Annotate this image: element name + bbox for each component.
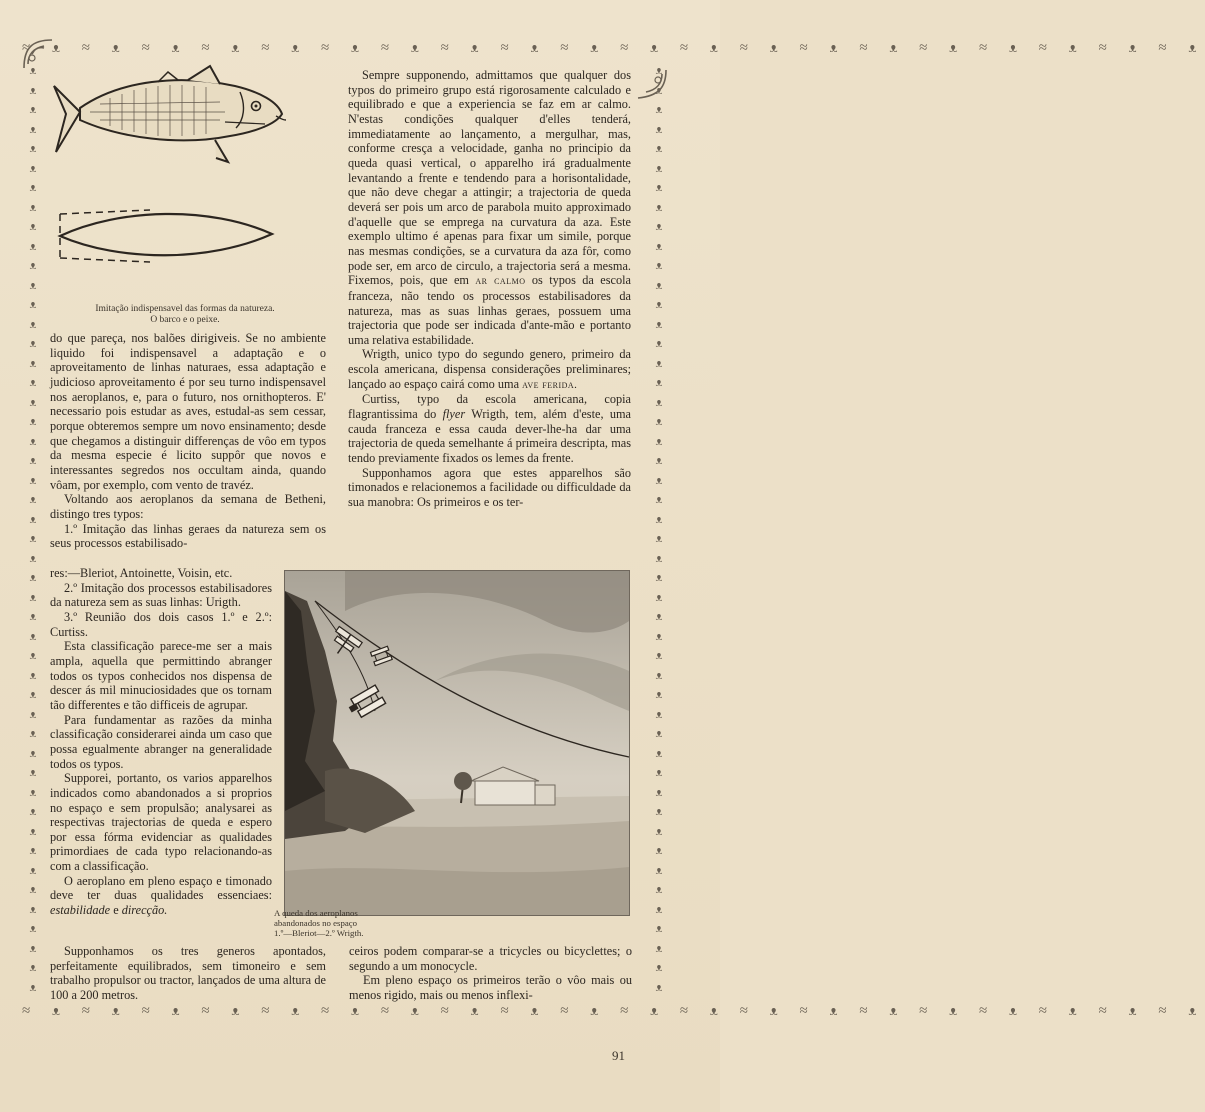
ornament-glyph: ᴥ bbox=[655, 900, 663, 916]
ornament-glyph: ᴥ bbox=[29, 452, 37, 467]
ornamental-border-bottom: ≈ ᴥ ≈ ᴥ ≈ ᴥ ≈ ᴥ ≈ ᴥ ≈ ᴥ ≈ ᴥ ≈ ᴥ ≈ ᴥ ≈ ᴥ ≈ ᴥ ≈ ᴥ ≈ ᴥ ≈ ᴥ ≈ ᴥ ≈ ᴥ ≈ ᴥ ≈ ᴥ ≈ ᴥ ≈ ᴥ bbox=[22, 1003, 1205, 1019]
text-span: O aeroplano em pleno espaço e timonado deve ter duas qualidades essenciaes: bbox=[50, 873, 272, 903]
ornament-glyph: ᴥ bbox=[29, 101, 37, 116]
ornament-glyph: ᴥ bbox=[29, 744, 37, 760]
ornament-glyph: ᴥ bbox=[655, 647, 663, 662]
ornament-glyph: ᴥ bbox=[655, 803, 663, 818]
paragraph: Supponhamos os tres generos apontados, perfeitamente equilibrados, sem timoneiro e sem trabalho propulsor ou tractor, lançados de uma altura de 100 a 200 metros. bbox=[50, 944, 326, 1002]
ornament-glyph: ᴥ bbox=[655, 140, 663, 155]
ornament-glyph: ᴥ bbox=[29, 939, 37, 955]
ornament-glyph: ᴥ bbox=[29, 218, 37, 233]
ornament-glyph: ᴥ bbox=[655, 978, 663, 994]
ornament-glyph: ᴥ bbox=[655, 179, 663, 194]
ornament-glyph: ᴥ bbox=[655, 491, 663, 506]
ornament-glyph: ᴥ bbox=[655, 725, 663, 740]
text-span: Sempre supponendo, admittamos que qualquer dos typos do primeiro grupo está rigorosamente calculado e equilibrado e que a experiencia se faz em ar calmo. N'estas condições qualquer d'elles tenderá, immediatamente ao lançamento, a mergulhar, mas, conforme cresça a velocidade, ganha no principio da queda quasi vertical, o apparelho irá gradualmente levantando a frente e tendendo para a horisontalidade, que não deve chegar a attingir; a trajectoria de queda deverá ser pois um arco de parabola muito approximado d'aquelle que se emprega na curvatura da aza. Este exemplo ultimo é apenas para fixar um simile, porque nas mesmas condições, se a curvatura da aza fôr, como pode ser, em arco de circulo, a trajectoria será a mesma. Fixemos, pois, que em bbox=[348, 68, 631, 288]
paragraph bbox=[348, 392, 631, 465]
ornament-glyph: ᴥ bbox=[655, 452, 663, 467]
ornament-glyph: ᴥ bbox=[655, 530, 663, 545]
ornament-glyph: ᴥ bbox=[655, 588, 663, 604]
ornament-glyph: ᴥ bbox=[655, 81, 663, 97]
ornament-glyph: ᴥ bbox=[29, 881, 37, 896]
ornament-glyph: ᴥ bbox=[29, 608, 37, 623]
ornament-glyph: ᴥ bbox=[29, 491, 37, 506]
ornament-glyph: ᴥ bbox=[655, 920, 663, 935]
ornament-glyph: ᴥ bbox=[29, 62, 37, 77]
caption-line: A queda dos aeroplanos bbox=[274, 908, 358, 918]
ornament-glyph: ᴥ bbox=[655, 62, 663, 77]
ornament-glyph: ᴥ bbox=[29, 666, 37, 682]
left-text-column-bottom bbox=[50, 944, 326, 1003]
ornament-glyph: ᴥ bbox=[655, 296, 663, 311]
ornament-glyph: ᴥ bbox=[29, 413, 37, 428]
small-caps-term: ar calmo bbox=[475, 275, 526, 288]
ornament-glyph: ᴥ bbox=[29, 179, 37, 194]
left-text-column bbox=[50, 331, 326, 551]
paragraph bbox=[348, 68, 631, 347]
ornament-glyph: ᴥ bbox=[29, 588, 37, 604]
paragraph: Supporei, portanto, os varios apparelhos indicados como abandonados a si proprios no espaço e sem propulsão; analysarei as respectivas trajectorias de queda e espero por essa fórma evidenciar as qualidades primordiaes de cada typo relacionando-as com a classificação. bbox=[50, 771, 272, 874]
paragraph: do que pareça, nos balões dirigiveis. Se no ambiente liquido foi indispensavel a adaptação e o aproveitamento de linhas naturaes, essa adaptação e judicioso aproveitamento é por seu turno indispensavel nos aeroplanos, e, para o futuro, nos ornithopteros. E' necessario pois estudar as aves, estudal-as sem cessar, porque obteremos sempre um novo ensinamento; desde que chegamos a distinguir differenças de vôo em typos da mesma especie é licito suppôr que novos e interessantes segredos nos occultam ainda, quando vôam, por exemplo, com vento de travéz. bbox=[50, 331, 326, 492]
corner-flourish-icon bbox=[632, 64, 672, 104]
caption-line: O barco e o peixe. bbox=[150, 315, 220, 325]
ornamental-border-left bbox=[24, 60, 42, 1000]
ornament-glyph: ᴥ bbox=[29, 296, 37, 311]
ornament-glyph: ᴥ bbox=[655, 842, 663, 857]
paragraph: 2.º Imitação dos processos estabilisadores da natureza sem as suas linhas: Urigth. bbox=[50, 580, 272, 610]
ornament-glyph: ᴥ bbox=[655, 257, 663, 272]
right-text-column-bottom bbox=[349, 944, 632, 1003]
right-text-column bbox=[348, 68, 631, 510]
ornament-glyph: ᴥ bbox=[29, 686, 37, 701]
caption-line: 1.º—Bleriot—2.º Wrigth. bbox=[274, 928, 364, 938]
text-span: os typos da escola franceza, não tendo os processos estabilisadores da natureza, mas as suas linhas geraes, possuem uma trajectoria que pode ser indicada d'ante-mão e portanto uma relativa estabilidade. bbox=[348, 273, 631, 347]
ornament-glyph: ᴥ bbox=[29, 198, 37, 214]
ornament-glyph: ᴥ bbox=[655, 569, 663, 584]
paragraph: ceiros podem comparar-se a tricycles ou bicyclettes; o segundo a um monocycle. bbox=[349, 944, 632, 973]
ornament-glyph: ᴥ bbox=[29, 549, 37, 565]
ornament-glyph: ᴥ bbox=[655, 861, 663, 877]
paragraph bbox=[50, 874, 272, 918]
ornament-glyph: ᴥ bbox=[655, 686, 663, 701]
ornament-glyph: ᴥ bbox=[655, 120, 663, 136]
ornament-glyph: ᴥ bbox=[29, 764, 37, 779]
ornament-glyph: ᴥ bbox=[29, 569, 37, 584]
ornament-glyph: ᴥ bbox=[29, 276, 37, 292]
ornament-glyph: ᴥ bbox=[29, 257, 37, 272]
paragraph: Supponhamos agora que estes apparelhos são timonados e relacionemos a facilidade ou difficuldade da sua manobra: Os primeiros e os ter- bbox=[348, 465, 631, 510]
paragraph: 1.º Imitação das linhas geraes da natureza sem os seus processos estabilisado- bbox=[50, 521, 326, 551]
paragraph: Em pleno espaço os primeiros terão o vôo mais ou menos rigido, mais ou menos inflexi- bbox=[349, 973, 632, 1002]
ornament-glyph: ᴥ bbox=[29, 530, 37, 545]
ornament-glyph: ᴥ bbox=[29, 354, 37, 370]
left-text-column-narrow bbox=[50, 566, 272, 918]
ornament-glyph: ᴥ bbox=[655, 335, 663, 350]
ornament-glyph: ᴥ bbox=[655, 471, 663, 487]
figure-caption-fish bbox=[70, 304, 300, 326]
ornament-glyph: ᴥ bbox=[29, 335, 37, 350]
ornament-glyph: ᴥ bbox=[29, 822, 37, 838]
italic-term: direcção. bbox=[121, 903, 168, 918]
ornament-glyph: ᴥ bbox=[29, 920, 37, 935]
italic-term: estabilidade bbox=[50, 903, 111, 918]
falling-aeroplanes-illustration bbox=[284, 570, 630, 916]
paragraph bbox=[348, 347, 631, 392]
ornament-glyph: ᴥ bbox=[655, 549, 663, 565]
ornament-glyph: ᴥ bbox=[29, 471, 37, 487]
ornament-glyph: ᴥ bbox=[29, 159, 37, 175]
ornament-glyph: ᴥ bbox=[655, 374, 663, 389]
text-span: Wrigth, unico typo do segundo genero, primeiro da escola americana, dispensa considerações preliminares; lançado ao espaço cairá como uma bbox=[348, 347, 631, 391]
ornament-glyph: ᴥ bbox=[655, 101, 663, 116]
ornament-glyph: ᴥ bbox=[29, 393, 37, 409]
ornament-glyph: ᴥ bbox=[29, 432, 37, 448]
text-span: e bbox=[110, 903, 122, 918]
ornament-glyph: ᴥ bbox=[29, 237, 37, 253]
ornament-glyph: ᴥ bbox=[29, 783, 37, 799]
ornament-glyph: ᴥ bbox=[29, 315, 37, 331]
caption-line: abandonados no espaço bbox=[274, 918, 358, 928]
text-span: Wrigth, tem, além d'este, uma cauda franceza e essa cauda dever-lhe-ha dar uma trajectoria de queda semelhante á primeira descripta, mas tendo previamente fixados os lemes da frente. bbox=[348, 407, 631, 466]
ornament-glyph: ᴥ bbox=[655, 705, 663, 721]
ornament-glyph: ᴥ bbox=[655, 744, 663, 760]
ornamental-border-top: ≈ ᴥ ≈ ᴥ ≈ ᴥ ≈ ᴥ ≈ ᴥ ≈ ᴥ ≈ ᴥ ≈ ᴥ ≈ ᴥ ≈ ᴥ ≈ ᴥ ≈ ᴥ ≈ ᴥ ≈ ᴥ ≈ ᴥ ≈ ᴥ ≈ ᴥ ≈ ᴥ ≈ ᴥ ≈ ᴥ bbox=[22, 40, 1205, 56]
ornament-glyph: ᴥ bbox=[655, 822, 663, 838]
ornament-glyph: ᴥ bbox=[655, 413, 663, 428]
ornament-glyph: ᴥ bbox=[29, 120, 37, 136]
ornament-glyph: ᴥ bbox=[655, 510, 663, 526]
ornament-glyph: ᴥ bbox=[29, 374, 37, 389]
fish-and-boat-illustration bbox=[50, 62, 290, 292]
ornament-glyph: ᴥ bbox=[655, 393, 663, 409]
ornament-glyph: ᴥ bbox=[655, 959, 663, 974]
ornament-glyph: ᴥ bbox=[29, 978, 37, 994]
ornament-glyph: ᴥ bbox=[655, 315, 663, 331]
ornament-glyph: ᴥ bbox=[655, 432, 663, 448]
figure-caption-aeroplanes bbox=[274, 908, 404, 938]
ornament-glyph: ᴥ bbox=[655, 218, 663, 233]
italic-term: flyer bbox=[442, 407, 466, 422]
small-caps-term: ave ferida. bbox=[522, 378, 578, 391]
ornament-glyph: ᴥ bbox=[655, 198, 663, 214]
paragraph: res:—Bleriot, Antoinette, Voisin, etc. bbox=[50, 566, 233, 580]
ornamental-border-right bbox=[650, 60, 668, 1000]
text-span: Curtiss, typo da escola americana, copia flagrantissima do bbox=[348, 392, 631, 422]
ornament-glyph: ᴥ bbox=[29, 510, 37, 526]
landscape-drawing bbox=[285, 571, 629, 915]
ornament-glyph: ᴥ bbox=[29, 842, 37, 857]
ornament-glyph: ᴥ bbox=[655, 783, 663, 799]
ornament-glyph: ᴥ bbox=[29, 140, 37, 155]
ornament-glyph: ᴥ bbox=[655, 237, 663, 253]
ornament-glyph: ᴥ bbox=[655, 764, 663, 779]
paragraph: Voltando aos aeroplanos da semana de Betheni, distingo tres typos: bbox=[50, 492, 326, 521]
ornament-glyph: ᴥ bbox=[29, 81, 37, 97]
page-number: 91 bbox=[612, 1048, 625, 1063]
ornament-glyph: ᴥ bbox=[655, 354, 663, 370]
caption-line: Imitação indispensavel das formas da natureza. bbox=[95, 304, 275, 314]
ornament-glyph: ᴥ bbox=[29, 900, 37, 916]
ornament-glyph: ᴥ bbox=[29, 627, 37, 643]
ornament-glyph: ᴥ bbox=[29, 803, 37, 818]
paragraph: Para fundamentar as razões da minha classificação considerarei ainda um caso que possa egualmente abranger na generalidade todos os typos. bbox=[50, 712, 272, 771]
ornament-glyph: ᴥ bbox=[655, 939, 663, 955]
ornament-glyph: ᴥ bbox=[655, 159, 663, 175]
ornament-glyph: ᴥ bbox=[29, 705, 37, 721]
paragraph: Esta classificação parece-me ser a mais ampla, aquella que permittindo abranger todos os typos conhecidos nos dispensa de descer ás mil minuciosidades que os tornam tão differentes e tão difficeis de agrupar. bbox=[50, 639, 272, 712]
ornament-glyph: ᴥ bbox=[655, 608, 663, 623]
ornament-glyph: ᴥ bbox=[655, 276, 663, 292]
ornament-glyph: ᴥ bbox=[29, 861, 37, 877]
ornament-glyph: ᴥ bbox=[29, 647, 37, 662]
ornament-glyph: ᴥ bbox=[655, 627, 663, 643]
ornament-glyph: ᴥ bbox=[655, 666, 663, 682]
ornament-glyph: ᴥ bbox=[655, 881, 663, 896]
ornament-glyph: ᴥ bbox=[29, 959, 37, 974]
ornament-glyph: ᴥ bbox=[29, 725, 37, 740]
paragraph: 3.º Reunião dos dois casos 1.º e 2.º: Curtiss. bbox=[50, 609, 272, 639]
